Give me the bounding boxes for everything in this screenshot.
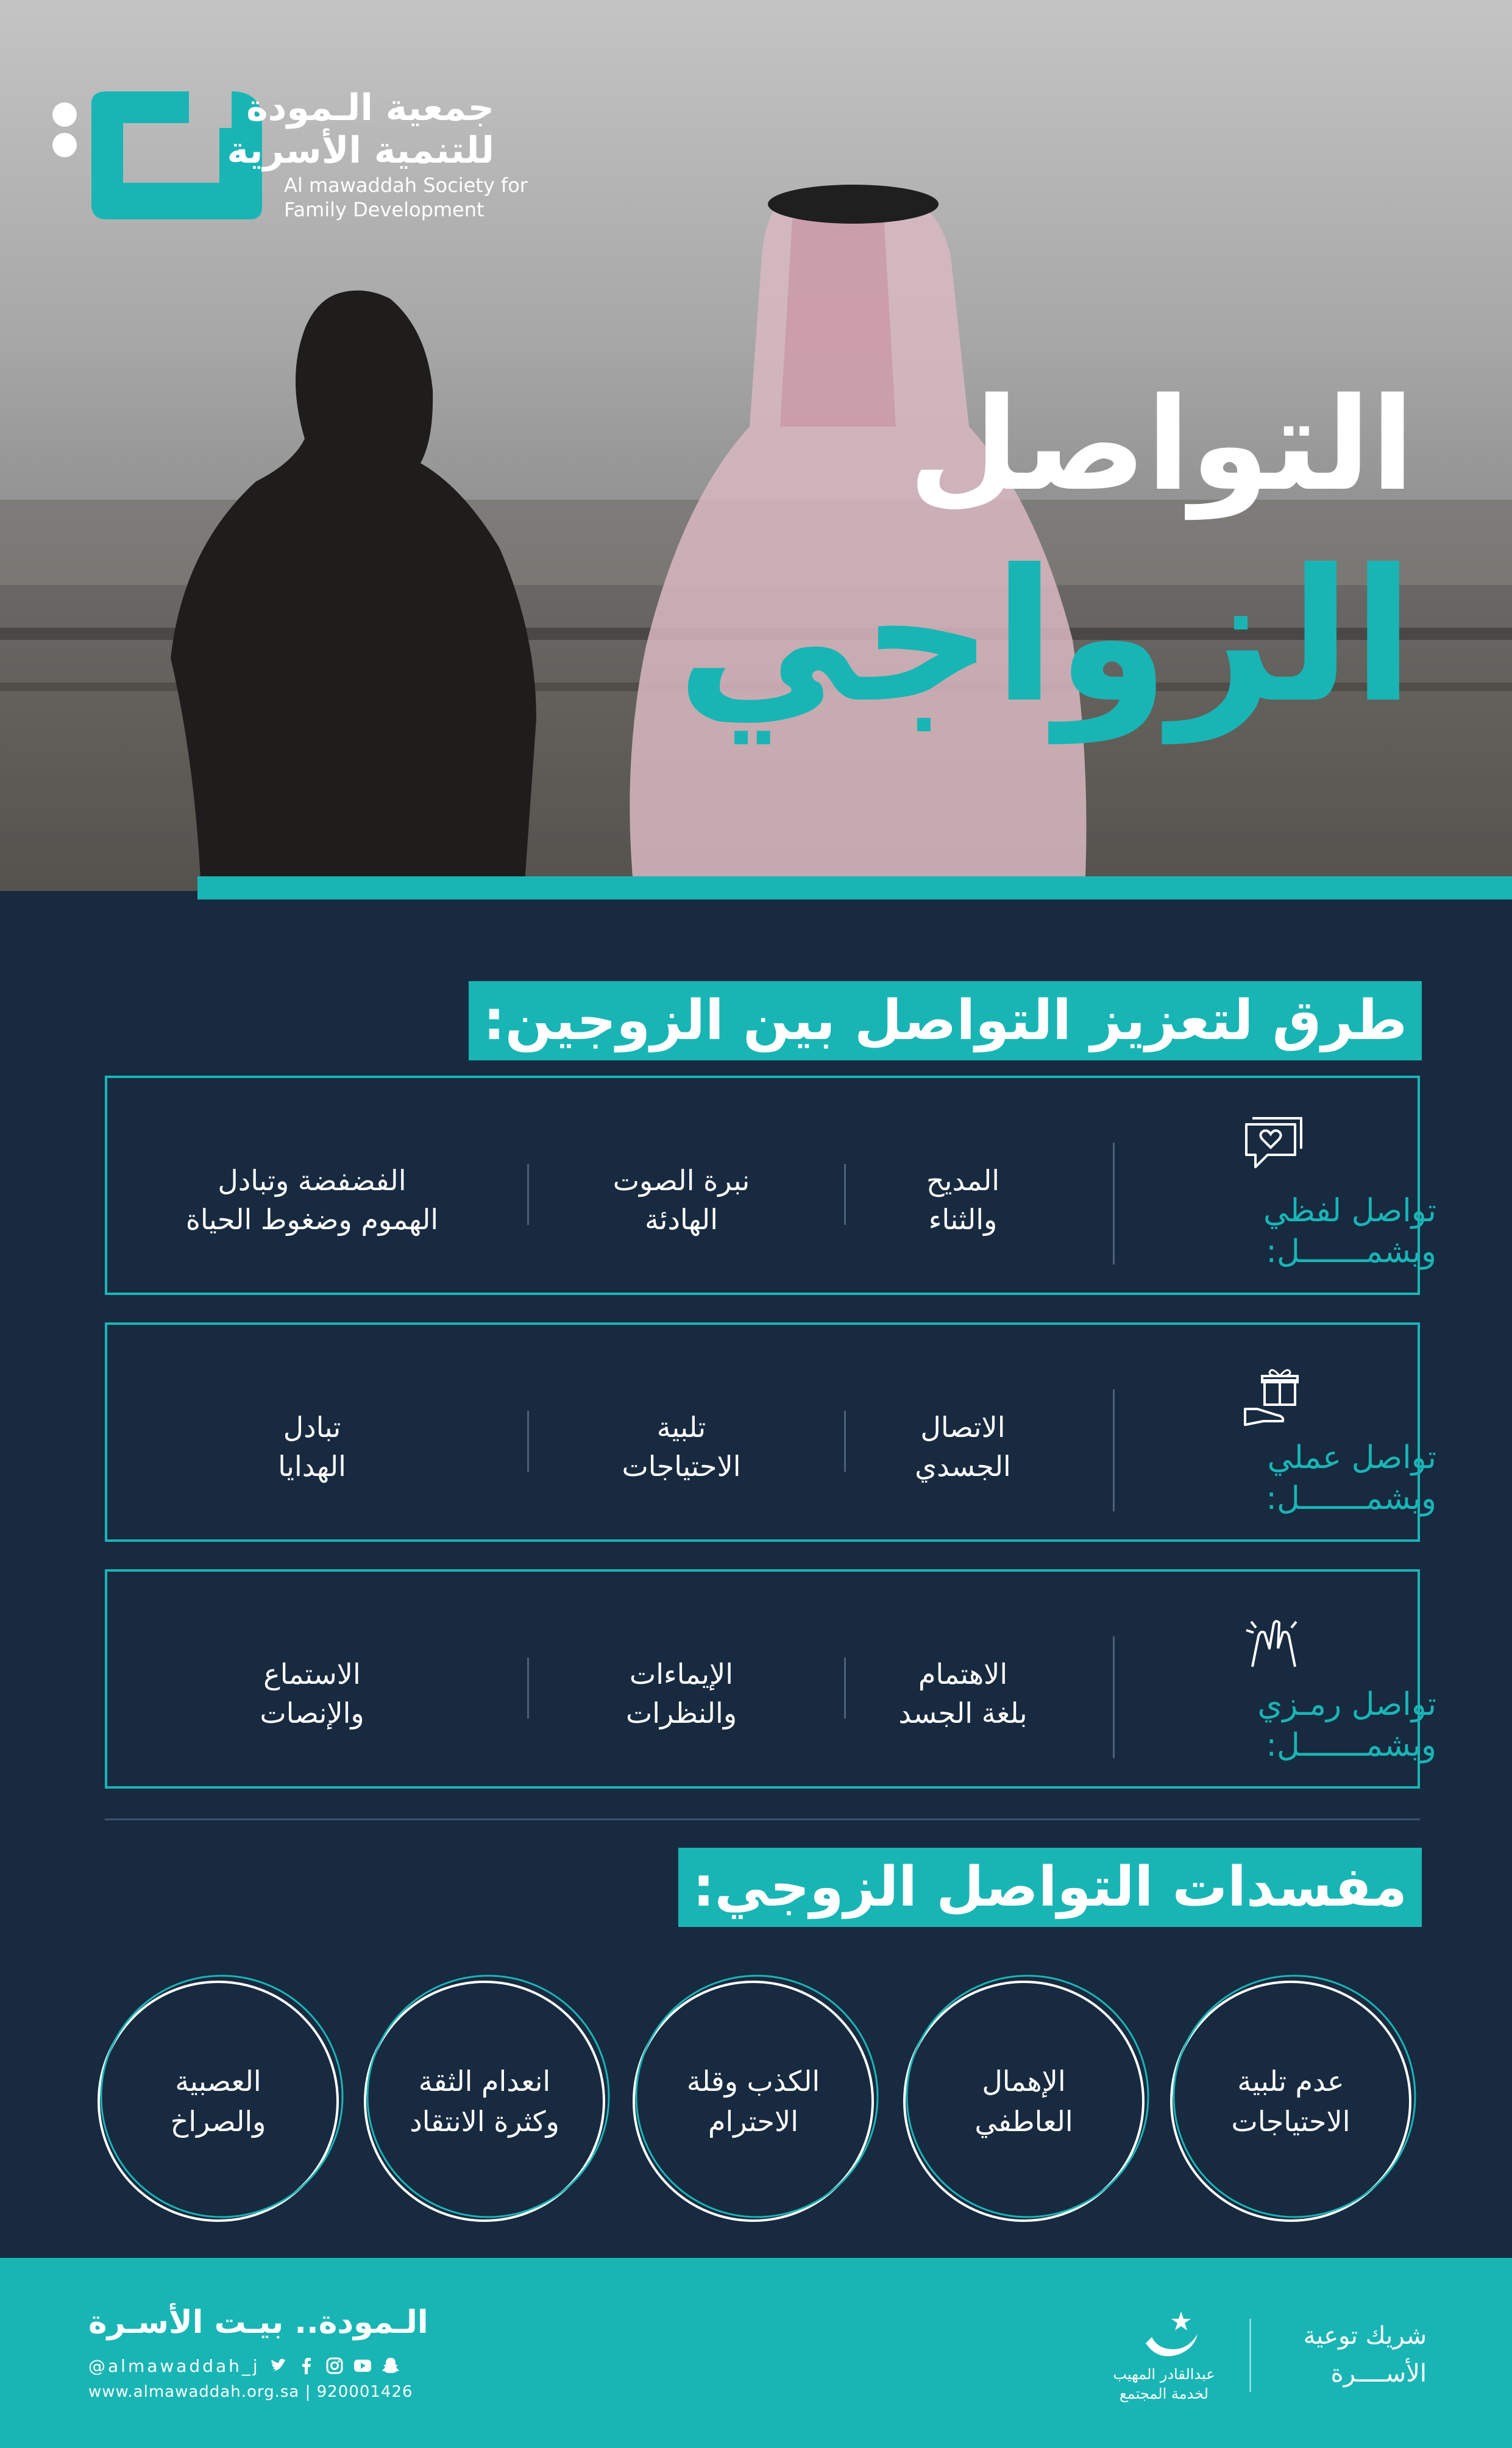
partner-label: شريك توعية الأســــرة: [1303, 2322, 1427, 2388]
youtube-icon[interactable]: [353, 2356, 372, 2375]
social-handle[interactable]: @almawaddah_j: [88, 2355, 260, 2376]
spoiler-anger-shouting: العصبية والصراخ: [170, 2065, 266, 2138]
partner-divider: [1249, 2319, 1251, 2392]
box-type-verbal-title: تواصل لفظي: [1263, 1193, 1436, 1229]
brand-name-ar-line2: للتنمية الأسرية: [227, 129, 494, 172]
symbolic-item-gestures: الإيماءات والنظرات: [625, 1658, 737, 1730]
facebook-icon[interactable]: [297, 2356, 316, 2375]
item-divider: [844, 1411, 846, 1472]
spoiler-circle: [90, 1973, 346, 2229]
social-row: [88, 2354, 400, 2378]
page-title-line2: الزواجي: [676, 530, 1414, 743]
box-type-symbolic-title: تواصل رمـزي: [1257, 1686, 1436, 1723]
spoiler-circle: [1163, 1973, 1419, 2229]
chat-heart-icon: [1240, 1112, 1307, 1179]
footer-slogan: الـمودة.. بيـت الأسـرة: [88, 2304, 428, 2341]
box-type-symbolic-includes: ويشمـــــــل:: [1266, 1727, 1436, 1764]
spoiler-circle: [357, 1973, 612, 2229]
footer-contact[interactable]: www.almawaddah.org.sa | 920001426: [88, 2383, 413, 2401]
section-heading-ways: طرق لتعزيز التواصل بين الزوجين:: [469, 981, 1422, 1060]
brand-name-en-line2: Family Development: [284, 198, 484, 221]
practical-item-gifts: تبادل الهدايا: [278, 1411, 346, 1483]
item-divider: [527, 1164, 529, 1225]
instagram-icon[interactable]: [325, 2356, 344, 2375]
verbal-item-venting: الفضفضة وتبادل الهموم وضغوط الحياة: [185, 1164, 439, 1236]
clapping-hands-icon: [1240, 1612, 1307, 1679]
section-heading-spoilers: مفسدات التواصل الزوجي:: [678, 1848, 1422, 1927]
hero-accent-bar: [197, 876, 1512, 899]
spoiler-lying-disrespect: الكذب وقلة الاحترام: [686, 2065, 820, 2138]
box-type-practical-title: تواصل عملي: [1267, 1439, 1436, 1476]
symbolic-item-body-language: الاهتمام بلغة الجسد: [898, 1658, 1028, 1730]
footer-bar: [0, 2258, 1512, 2448]
symbolic-item-listening: الاستماع والإنصات: [260, 1658, 364, 1730]
gift-hand-icon: [1240, 1365, 1307, 1432]
item-divider: [527, 1411, 529, 1472]
partner-crescent-logo: [1109, 2301, 1219, 2368]
verbal-item-praise: المديح والثناء: [926, 1164, 1000, 1236]
verbal-item-calm-voice: نبرة الصوت الهادئة: [612, 1164, 750, 1236]
twitter-icon[interactable]: [269, 2356, 288, 2375]
spoiler-distrust-criticism: انعدام الثقة وكثرة الانتقاد: [410, 2065, 559, 2138]
brand-name-ar-line1: جمعية الـمودة: [246, 87, 494, 129]
page-title-line1: التواصل: [908, 370, 1414, 519]
brand-name-en-line1: Al mawaddah Society for: [284, 174, 528, 197]
spoiler-emotional-neglect: الإهمال العاطفي: [974, 2065, 1073, 2138]
spoiler-circle: [896, 1973, 1152, 2229]
snapchat-icon[interactable]: [381, 2356, 400, 2375]
item-divider: [844, 1164, 846, 1225]
item-divider: [844, 1658, 846, 1719]
spoiler-circle: [625, 1973, 881, 2229]
practical-item-needs: تلبية الاحتياجات: [622, 1411, 741, 1483]
practical-item-physical-contact: الاتصال الجسدي: [915, 1411, 1011, 1483]
box-type-verbal-includes: ويشمـــــــل:: [1266, 1233, 1436, 1270]
partner-name: عبدالقادر المهيب لخدمة المجتمع: [1113, 2366, 1215, 2402]
box-type-practical-includes: ويشمـــــــل:: [1266, 1480, 1436, 1517]
item-divider: [527, 1658, 529, 1719]
spoiler-unmet-needs: عدم تلبية الاحتياجات: [1231, 2065, 1351, 2138]
section-divider: [105, 1818, 1420, 1820]
